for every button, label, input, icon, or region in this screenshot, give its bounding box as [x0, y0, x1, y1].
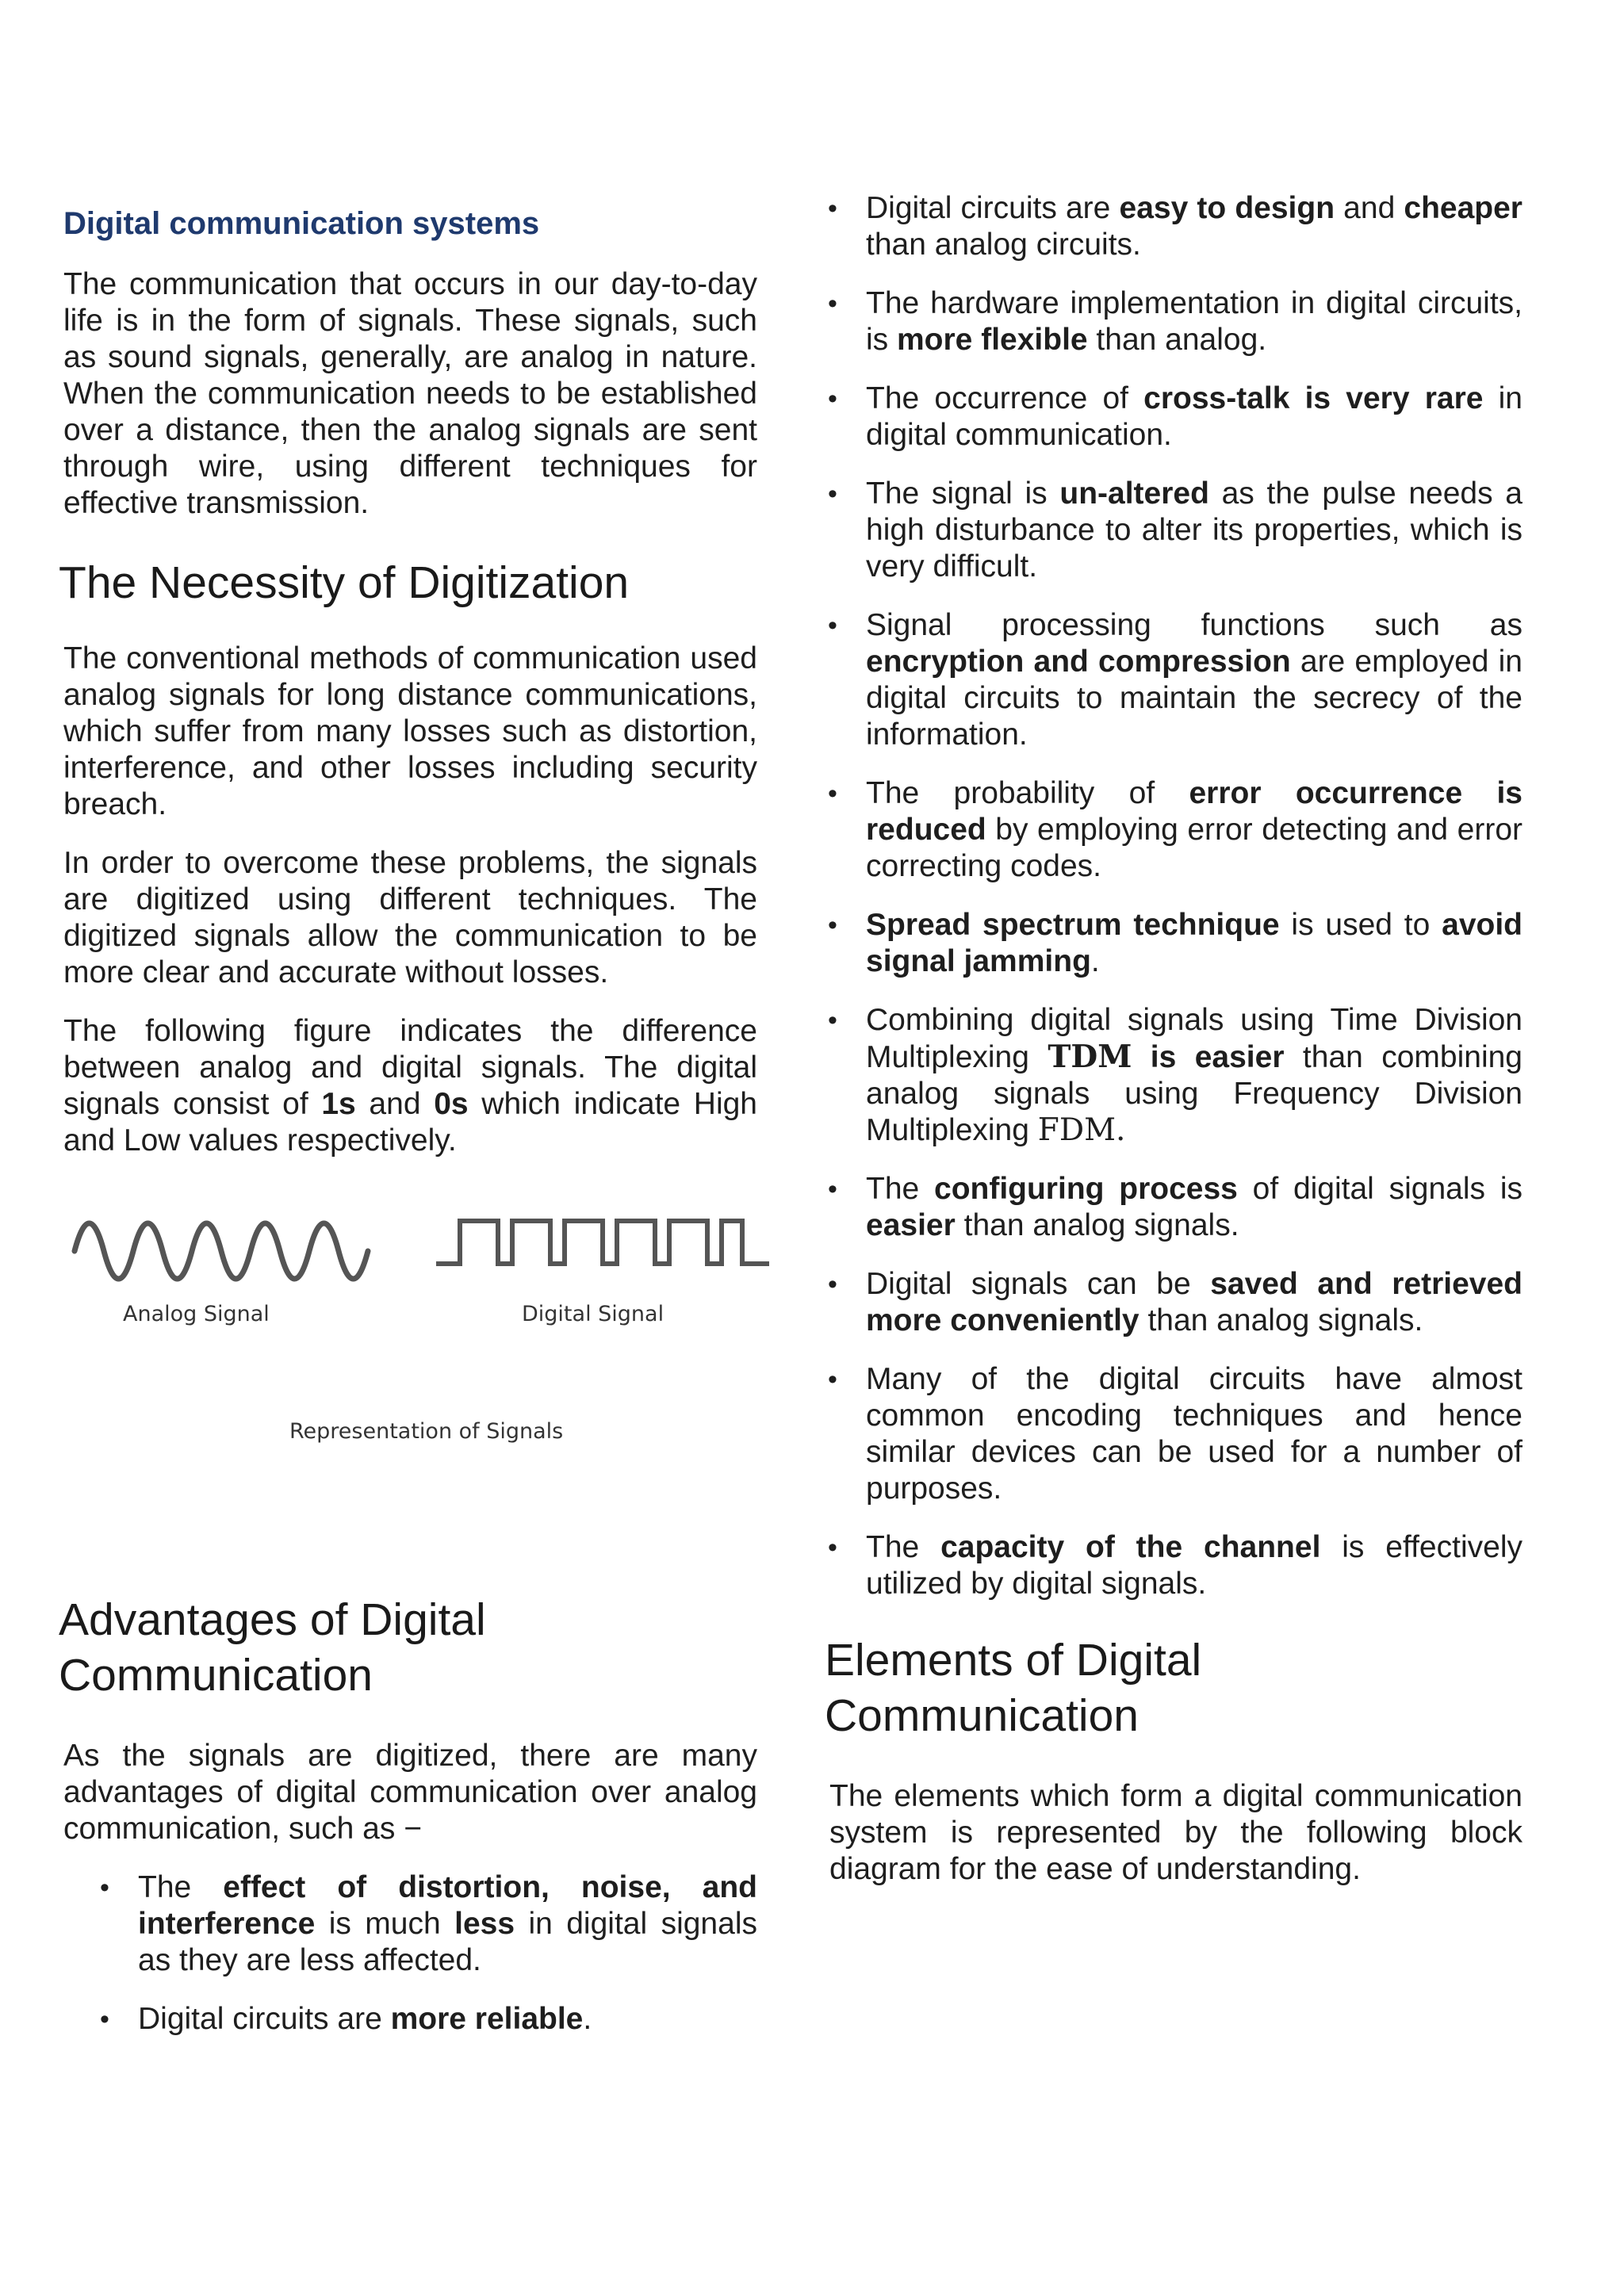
right-column	[825, 190, 1522, 1910]
digital-wave	[436, 1221, 769, 1264]
list-item: • The signal is un-altered as the pulse needs a high disturbance to alter its properties, which is very difficult.	[828, 476, 1522, 584]
conventional-paragraph: The conventional methods of communication used analog signals for long distance communications, which suffer from many losses such as distortion, interference, and other losses including security breach.	[63, 641, 757, 821]
analog-caption: Analog Signal	[123, 1302, 270, 1326]
heading-elements: Elements of Digital Communication	[825, 1635, 1202, 1741]
list-item: • The capacity of the channel is effectively utilized by digital signals.	[828, 1530, 1522, 1601]
list-item: • Combining digital signals using Time Division Multiplexing TDM is easier than combining analog signals using Frequency Division Multiplexing FDM.	[828, 1003, 1522, 1148]
list-item: • Many of the digital circuits have almost common encoding techniques and hence similar devices can be used for a number of purposes.	[828, 1362, 1522, 1506]
heading-necessity: The Necessity of Digitization	[59, 557, 630, 608]
signals-illustration	[63, 1196, 777, 1354]
intro-paragraph: The communication that occurs in our day-to-day life is in the form of signals. These signals, such as sound signals, generally, are analog in nature. When the communication needs to be established over a distance, then the analog signals are sent through wire, using different techniques for effective transmission.	[63, 267, 757, 520]
advantages-paragraph: As the signals are digitized, there are many advantages of digital communication over analog communication, such as −	[63, 1739, 757, 1846]
list-item: • The configuring process of digital signals is easier than analog signals.	[828, 1172, 1522, 1242]
list-item: • The probability of error occurrence is reduced by employing error detecting and error correcting codes.	[828, 776, 1522, 883]
section-kicker: Digital communication systems	[63, 206, 540, 241]
list-item: • The hardware implementation in digital circuits, is more flexible than analog.	[828, 286, 1522, 357]
list-item: • Spread spectrum technique is used to avoid signal jamming.	[828, 908, 1522, 978]
advantages-list-left	[97, 1869, 757, 2038]
signals-figure	[63, 1196, 777, 1457]
left-column	[59, 190, 757, 2060]
list-item: • The effect of distortion, noise, and interference is much less in digital signals as they are less affected.	[100, 1870, 757, 1977]
figure-intro-paragraph: The following figure indicates the difference between analog and digital signals. The digital signals consist of 1s and 0s which indicate High and Low values respectively.	[63, 1014, 757, 1158]
advantages-list-right	[825, 190, 1522, 1602]
heading-advantages: Advantages of Digital Communication	[59, 1594, 486, 1701]
analog-wave	[75, 1223, 368, 1279]
overcome-paragraph: In order to overcome these problems, the signals are digitized using different techniques. The digitized signals allow the communication to be more clear and accurate without losses.	[63, 846, 757, 989]
list-item: • Digital circuits are easy to design and cheaper than analog circuits.	[828, 191, 1522, 262]
figure-caption: Representation of Signals	[289, 1419, 564, 1444]
list-item: • The occurrence of cross-talk is very rare in digital communication.	[828, 381, 1522, 452]
list-item: • Digital circuits are more reliable.	[100, 2002, 592, 2036]
elements-paragraph: The elements which form a digital communication system is represented by the following block diagram for the ease of understanding.	[829, 1779, 1522, 1886]
list-item: • Digital signals can be saved and retrieved more conveniently than analog signals.	[828, 1267, 1522, 1337]
list-item: • Signal processing functions such as encryption and compression are employed in digital circuits to maintain the secrecy of the information.	[828, 608, 1522, 752]
digital-caption: Digital Signal	[522, 1302, 665, 1326]
